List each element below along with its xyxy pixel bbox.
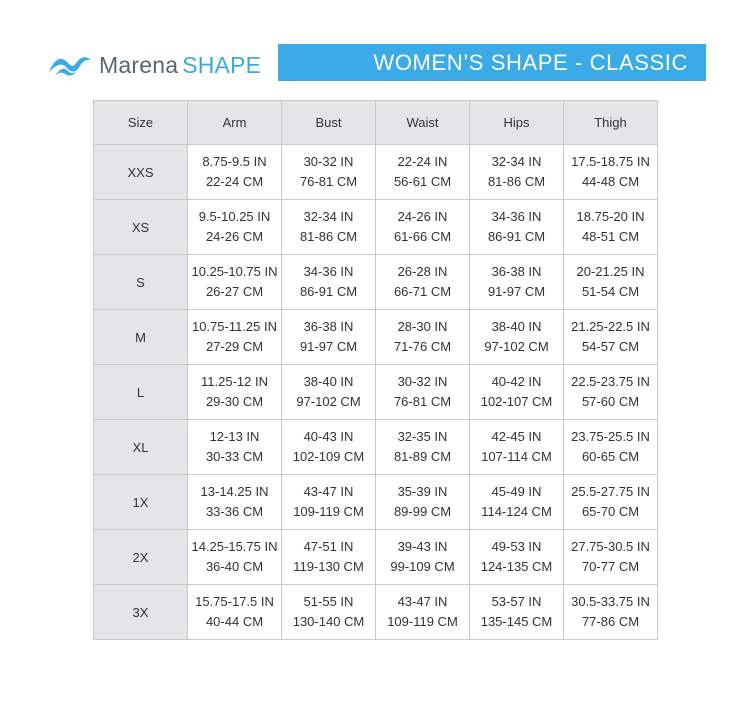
value-centimeters: 91-97 CM: [299, 339, 358, 354]
value-centimeters: 22-24 CM: [205, 174, 264, 189]
value-inches: 49-53 IN: [491, 539, 542, 554]
brand-name-text: Marena: [99, 51, 179, 78]
value-inches: 10.25-10.75 IN: [191, 264, 278, 279]
value-centimeters: 36-40 CM: [205, 559, 264, 574]
value-inches: 23.75-25.5 IN: [571, 429, 650, 444]
cell-hips: [470, 530, 564, 585]
value-inches: 26-28 IN: [397, 264, 448, 279]
cell-thigh: [564, 145, 658, 200]
value-inches: 36-38 IN: [491, 264, 542, 279]
value-inches: 17.5-18.75 IN: [571, 154, 650, 169]
size-label: M: [94, 310, 188, 365]
value-centimeters: 60-65 CM: [581, 449, 640, 464]
cell-waist: [376, 420, 470, 475]
value-centimeters: 76-81 CM: [299, 174, 358, 189]
value-centimeters: 51-54 CM: [581, 284, 640, 299]
value-centimeters: 56-61 CM: [393, 174, 452, 189]
size-label: 2X: [94, 530, 188, 585]
cell-thigh: [564, 420, 658, 475]
value-inches: 47-51 IN: [303, 539, 354, 554]
cell-hips: [470, 310, 564, 365]
value-inches: 9.5-10.25 IN: [198, 209, 271, 224]
cell-hips: [470, 365, 564, 420]
cell-arm: [188, 145, 282, 200]
header-waist: Waist: [376, 101, 470, 145]
value-centimeters: 102-109 CM: [292, 449, 365, 464]
size-label: L: [94, 365, 188, 420]
cell-thigh: [564, 310, 658, 365]
cell-hips: [470, 255, 564, 310]
value-inches: 28-30 IN: [397, 319, 448, 334]
cell-waist: [376, 310, 470, 365]
value-centimeters: 109-119 CM: [293, 504, 364, 519]
value-inches: 38-40 IN: [303, 374, 354, 389]
banner-title: WOMEN’S SHAPE - CLASSIC: [373, 49, 688, 75]
marena-wave-icon: [47, 50, 93, 80]
value-inches: 35-39 IN: [397, 484, 448, 499]
value-centimeters: 77-86 CM: [581, 614, 640, 629]
header-bust: Bust: [282, 101, 376, 145]
value-inches: 36-38 IN: [303, 319, 354, 334]
value-centimeters: 81-89 CM: [393, 449, 452, 464]
value-inches: 24-26 IN: [397, 209, 448, 224]
cell-arm: [188, 310, 282, 365]
brand-name: [99, 51, 262, 78]
value-centimeters: 124-135 CM: [480, 559, 553, 574]
value-inches: 34-36 IN: [303, 264, 354, 279]
value-inches: 11.25-12 IN: [201, 374, 268, 389]
value-inches: 15.75-17.5 IN: [195, 594, 274, 609]
value-inches: 20-21.25 IN: [576, 264, 645, 279]
value-centimeters: 97-102 CM: [296, 394, 361, 409]
value-centimeters: 135-145 CM: [480, 614, 553, 629]
table-row: [94, 530, 658, 585]
value-centimeters: 107-114 CM: [481, 449, 552, 464]
cell-bust: [282, 420, 376, 475]
cell-hips: [470, 145, 564, 200]
value-centimeters: 99-109 CM: [390, 559, 455, 574]
size-label: XL: [94, 420, 188, 475]
value-inches: 21.25-22.5 IN: [571, 319, 650, 334]
cell-thigh: [564, 475, 658, 530]
value-centimeters: 86-91 CM: [487, 229, 546, 244]
size-label: XXS: [94, 145, 188, 200]
cell-bust: [282, 365, 376, 420]
cell-arm: [188, 475, 282, 530]
value-inches: 30-32 IN: [303, 154, 354, 169]
value-inches: 13-14.25 IN: [200, 484, 269, 499]
value-centimeters: 114-124 CM: [481, 504, 552, 519]
cell-bust: [282, 200, 376, 255]
cell-waist: [376, 585, 470, 640]
value-centimeters: 109-119 CM: [387, 614, 458, 629]
value-centimeters: 27-29 CM: [205, 339, 264, 354]
cell-waist: [376, 530, 470, 585]
value-centimeters: 86-91 CM: [299, 284, 358, 299]
value-inches: 34-36 IN: [491, 209, 542, 224]
header-hips: Hips: [470, 101, 564, 145]
table-row: [94, 145, 658, 200]
cell-waist: [376, 200, 470, 255]
cell-waist: [376, 475, 470, 530]
value-inches: 30-32 IN: [397, 374, 448, 389]
cell-waist: [376, 145, 470, 200]
value-centimeters: 71-76 CM: [393, 339, 452, 354]
size-label: 3X: [94, 585, 188, 640]
table-row: [94, 475, 658, 530]
cell-arm: [188, 365, 282, 420]
header-arm: Arm: [188, 101, 282, 145]
cell-bust: [282, 585, 376, 640]
value-inches: 43-47 IN: [303, 484, 354, 499]
value-centimeters: 97-102 CM: [484, 339, 549, 354]
value-centimeters: 70-77 CM: [581, 559, 640, 574]
value-centimeters: 33-36 CM: [205, 504, 264, 519]
cell-hips: [470, 585, 564, 640]
value-centimeters: 119-130 CM: [293, 559, 364, 574]
value-centimeters: 57-60 CM: [581, 394, 640, 409]
cell-arm: [188, 530, 282, 585]
cell-arm: [188, 255, 282, 310]
cell-bust: [282, 310, 376, 365]
cell-bust: [282, 475, 376, 530]
value-inches: 32-34 IN: [491, 154, 542, 169]
cell-arm: [188, 200, 282, 255]
value-inches: 12-13 IN: [209, 429, 260, 444]
value-centimeters: 30-33 CM: [205, 449, 264, 464]
size-label: S: [94, 255, 188, 310]
value-centimeters: 66-71 CM: [393, 284, 452, 299]
brand-sub-text: SHAPE: [182, 51, 262, 78]
header-row: [94, 101, 658, 145]
size-chart-table: [93, 100, 658, 640]
header-thigh: Thigh: [564, 101, 658, 145]
value-inches: 18.75-20 IN: [576, 209, 645, 224]
value-inches: 25.5-27.75 IN: [571, 484, 650, 499]
cell-arm: [188, 420, 282, 475]
cell-thigh: [564, 585, 658, 640]
value-centimeters: 26-27 CM: [205, 284, 264, 299]
value-inches: 14.25-15.75 IN: [191, 539, 278, 554]
value-inches: 10.75-11.25 IN: [191, 319, 278, 334]
cell-hips: [470, 420, 564, 475]
value-inches: 51-55 IN: [303, 594, 354, 609]
value-centimeters: 48-51 CM: [581, 229, 640, 244]
title-banner: [278, 44, 706, 81]
value-inches: 32-35 IN: [397, 429, 448, 444]
value-centimeters: 81-86 CM: [487, 174, 546, 189]
table-row: [94, 365, 658, 420]
cell-thigh: [564, 530, 658, 585]
size-label: 1X: [94, 475, 188, 530]
cell-hips: [470, 200, 564, 255]
table-row: [94, 255, 658, 310]
value-inches: 30.5-33.75 IN: [571, 594, 650, 609]
cell-arm: [188, 585, 282, 640]
cell-bust: [282, 145, 376, 200]
header-size: Size: [94, 101, 188, 145]
table-row: [94, 310, 658, 365]
value-centimeters: 40-44 CM: [205, 614, 264, 629]
value-centimeters: 44-48 CM: [581, 174, 640, 189]
value-inches: 22-24 IN: [397, 154, 448, 169]
table-row: [94, 420, 658, 475]
cell-thigh: [564, 255, 658, 310]
value-centimeters: 102-107 CM: [480, 394, 553, 409]
value-inches: 53-57 IN: [491, 594, 542, 609]
value-centimeters: 130-140 CM: [292, 614, 365, 629]
value-centimeters: 65-70 CM: [581, 504, 640, 519]
size-label: XS: [94, 200, 188, 255]
cell-bust: [282, 255, 376, 310]
value-centimeters: 76-81 CM: [393, 394, 452, 409]
value-inches: 22.5-23.75 IN: [571, 374, 650, 389]
value-inches: 8.75-9.5 IN: [202, 154, 267, 169]
table-row: [94, 200, 658, 255]
cell-thigh: [564, 200, 658, 255]
value-inches: 40-43 IN: [303, 429, 354, 444]
cell-waist: [376, 365, 470, 420]
value-centimeters: 91-97 CM: [487, 284, 546, 299]
value-inches: 32-34 IN: [303, 209, 354, 224]
value-centimeters: 54-57 CM: [581, 339, 640, 354]
cell-waist: [376, 255, 470, 310]
value-centimeters: 61-66 CM: [393, 229, 452, 244]
value-centimeters: 29-30 CM: [205, 394, 264, 409]
value-inches: 45-49 IN: [491, 484, 542, 499]
cell-hips: [470, 475, 564, 530]
value-inches: 38-40 IN: [491, 319, 542, 334]
value-inches: 43-47 IN: [397, 594, 448, 609]
value-centimeters: 24-26 CM: [205, 229, 264, 244]
brand-logo: [47, 48, 261, 82]
value-inches: 27.75-30.5 IN: [571, 539, 650, 554]
value-inches: 42-45 IN: [491, 429, 542, 444]
value-centimeters: 89-99 CM: [393, 504, 452, 519]
value-inches: 39-43 IN: [397, 539, 448, 554]
cell-bust: [282, 530, 376, 585]
table-row: [94, 585, 658, 640]
cell-thigh: [564, 365, 658, 420]
value-inches: 40-42 IN: [491, 374, 542, 389]
value-centimeters: 81-86 CM: [299, 229, 358, 244]
